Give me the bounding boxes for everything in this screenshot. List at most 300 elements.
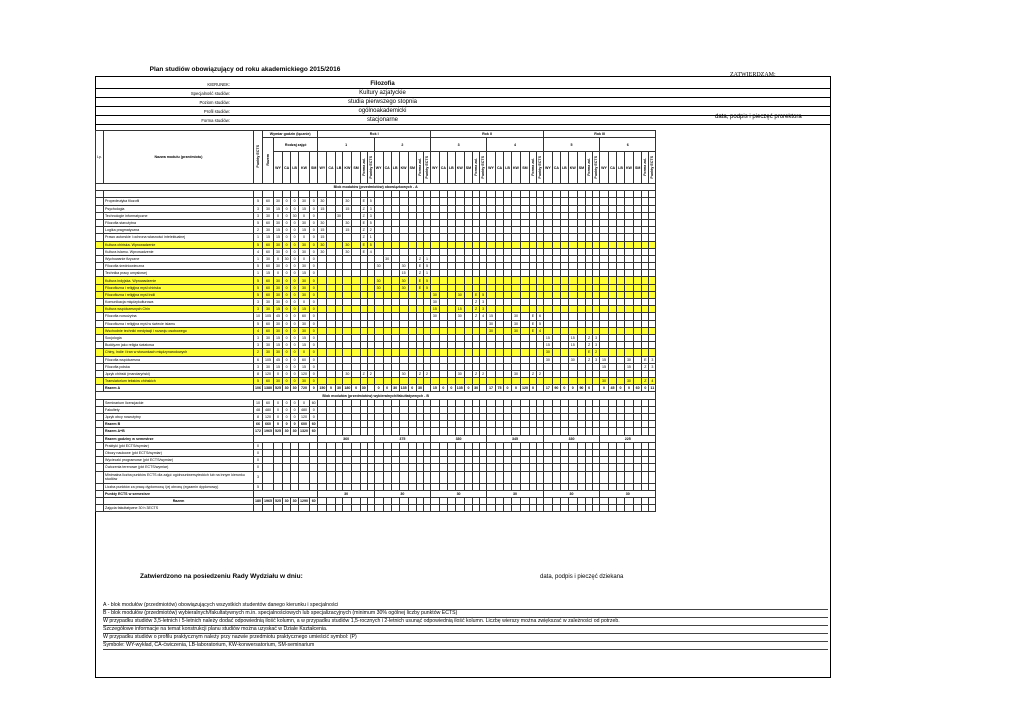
semester-value [520, 363, 529, 370]
semester-value [624, 234, 633, 241]
semester-value [423, 306, 430, 313]
table-cell [473, 471, 480, 483]
table-cell [586, 505, 593, 512]
table-cell [318, 464, 327, 471]
semester-value [560, 356, 568, 363]
header-value: ogólnoakademicki [358, 108, 407, 114]
table-cell [447, 497, 455, 504]
semester-value [455, 363, 464, 370]
table-cell [96, 490, 104, 497]
semester-value [430, 205, 439, 212]
semester-value [480, 406, 487, 413]
table-row [96, 277, 656, 284]
col-type: WY [274, 152, 283, 184]
semester-value [642, 277, 649, 284]
module-value: 0 [291, 342, 299, 349]
semester-value [318, 327, 327, 334]
semester-value [352, 378, 360, 385]
semester-value [642, 198, 649, 205]
semester-value: E [473, 291, 480, 298]
semester-value [360, 399, 367, 406]
module-name: Kultura współczesnych Chin [104, 306, 254, 313]
semester-value [430, 320, 439, 327]
table-cell [367, 457, 374, 464]
semester-value: 15 [600, 363, 609, 370]
semester-value [577, 277, 585, 284]
semester-value [649, 255, 656, 262]
semester-value [455, 342, 464, 349]
module-value: 0 [310, 334, 318, 341]
table-cell [480, 442, 487, 449]
semester-value [352, 234, 360, 241]
module-value: 48 [254, 406, 263, 413]
module-name: Prawo autorskie i ochrona własności intelektualnej [104, 234, 254, 241]
semester-value [520, 291, 529, 298]
semester-value [383, 414, 391, 421]
module-value: 6 [254, 356, 263, 363]
semester-value [568, 234, 577, 241]
semester-value [543, 370, 552, 377]
table-cell [529, 428, 536, 435]
module-value: 30 [263, 299, 274, 306]
table-cell [487, 497, 496, 504]
table-cell [464, 464, 472, 471]
semester-value [633, 291, 641, 298]
semester-value [327, 219, 335, 226]
semester-value [343, 299, 352, 306]
semester-value [455, 277, 464, 284]
semester-value: 30 [374, 284, 383, 291]
semester-value [504, 399, 512, 406]
semester-value: 3 [593, 334, 600, 341]
semester-value [520, 227, 529, 234]
razem-ab-value: 172 [255, 429, 261, 434]
table-cell [600, 442, 609, 449]
semester-value [399, 406, 408, 413]
table-cell [423, 442, 430, 449]
module-value: 30 [274, 248, 283, 255]
semester-value [374, 255, 383, 262]
semester-value [367, 363, 374, 370]
table-cell [568, 428, 577, 435]
semester-value [464, 299, 472, 306]
semester-value [343, 263, 352, 270]
table-cell [416, 428, 423, 435]
module-value: 0 [291, 299, 299, 306]
table-cell [536, 471, 543, 483]
table-cell [318, 191, 327, 198]
semester-value [439, 342, 447, 349]
semester-value [617, 205, 625, 212]
semester-value [617, 363, 625, 370]
col-type: WY [318, 152, 327, 184]
col-type: SM [408, 152, 416, 184]
table-cell [343, 457, 352, 464]
module-value: 15 [299, 270, 310, 277]
table-cell [274, 191, 283, 198]
table-cell [439, 464, 447, 471]
module-value: 30 [292, 213, 297, 218]
semester-value [520, 299, 529, 306]
semester-value [568, 399, 577, 406]
module-value: 30 [299, 248, 310, 255]
semester-value [318, 334, 327, 341]
table-cell [352, 449, 360, 456]
module-value: 0 [310, 406, 318, 413]
semester-value [504, 299, 512, 306]
semester-value [617, 313, 625, 320]
semester-value [504, 378, 512, 385]
semester-value [352, 241, 360, 248]
semester-value [617, 342, 625, 349]
semester-value [383, 205, 391, 212]
semester-value [464, 370, 472, 377]
table-cell [408, 471, 416, 483]
table-cell [633, 457, 641, 464]
table-cell [495, 428, 503, 435]
semester-value [520, 406, 529, 413]
semester-value [624, 370, 633, 377]
semester-value [633, 370, 641, 377]
semester-value [399, 255, 408, 262]
table-cell [593, 449, 600, 456]
semester-value [617, 406, 625, 413]
semester-value [335, 198, 343, 205]
semester-value [649, 212, 656, 219]
semester-value [343, 406, 352, 413]
semester-value [408, 284, 416, 291]
semester-value [408, 342, 416, 349]
semester-value [511, 241, 520, 248]
semester-value [343, 320, 352, 327]
semester-value [560, 263, 568, 270]
razem-ab-value: 525 [275, 429, 281, 434]
module-value: 60 [263, 248, 274, 255]
razem-a-sem: 0 [624, 385, 633, 392]
semester-value: 30 [383, 255, 391, 262]
semester-value [633, 313, 641, 320]
semester-value [520, 334, 529, 341]
module-value: 30 [274, 291, 283, 298]
semester-value: 5 [367, 241, 374, 248]
semester-value [608, 313, 616, 320]
semester-value [318, 370, 327, 377]
module-value: 30 [299, 219, 310, 226]
semester-value [487, 198, 496, 205]
col-forma-label: Forma zal. [530, 158, 535, 177]
semester-value [335, 248, 343, 255]
semester-value [399, 334, 408, 341]
semester-value [504, 313, 512, 320]
semester-value [408, 291, 416, 298]
table-cell [642, 497, 649, 504]
table-cell [96, 327, 104, 334]
semester-value [360, 313, 367, 320]
semester-value [391, 219, 399, 226]
semester-value [649, 205, 656, 212]
table-cell [529, 457, 536, 464]
table-cell [633, 483, 641, 490]
semester-value [624, 284, 633, 291]
module-name: Filozoficzna i religijna myśl chińska [104, 284, 254, 291]
semester-value [430, 270, 439, 277]
semester-value [560, 334, 568, 341]
table-cell [352, 191, 360, 198]
table-cell [617, 505, 625, 512]
semester-value [642, 306, 649, 313]
semester-value [399, 349, 408, 356]
table-cell [624, 442, 633, 449]
table-cell [416, 191, 423, 198]
semester-value [511, 270, 520, 277]
table-cell [568, 471, 577, 483]
semester-value [473, 414, 480, 421]
semester-value [473, 212, 480, 219]
semester-value [391, 334, 399, 341]
semester-value [473, 284, 480, 291]
semester-value [543, 205, 552, 212]
module-value: 105 [263, 356, 274, 363]
table-cell [593, 421, 600, 428]
semester-value [633, 227, 641, 234]
table-cell [577, 449, 585, 456]
semester-value [360, 334, 367, 341]
semester-value [391, 320, 399, 327]
table-row [96, 284, 656, 291]
semester-value [487, 241, 496, 248]
module-name: Filozoficzna i religijna myśl Indii [104, 291, 254, 298]
semester-value [649, 291, 656, 298]
module-value: 60 [310, 399, 318, 406]
semester-value [480, 212, 487, 219]
table-cell [360, 191, 367, 198]
semester-value [600, 370, 609, 377]
table-cell [617, 497, 625, 504]
semester-value [511, 205, 520, 212]
semester-value [430, 349, 439, 356]
semester-value [617, 349, 625, 356]
table-cell [649, 471, 656, 483]
table-cell [274, 505, 283, 512]
semester-value [560, 342, 568, 349]
semester-value [367, 299, 374, 306]
semester-value [520, 198, 529, 205]
block-b-title: Blok modułów (przedmiotów) wybieralnych/fakultatywnych - B [96, 392, 656, 399]
semester-value: 30 [455, 313, 464, 320]
semester-value [536, 306, 543, 313]
semester-value [383, 248, 391, 255]
table-cell [586, 421, 593, 428]
semester-value [383, 356, 391, 363]
semester-value [529, 342, 536, 349]
semester-value [335, 255, 343, 262]
semester-value [473, 248, 480, 255]
semester-value [439, 399, 447, 406]
table-cell [617, 428, 625, 435]
table-cell [299, 505, 310, 512]
semester-value [593, 263, 600, 270]
semester-value [374, 356, 383, 363]
module-value: 30 [263, 227, 274, 234]
table-cell [536, 464, 543, 471]
min-hours-label: Minimalna liczba punktów ECTS dla zajęć ogólnouniwersyteckich lub na innym kierunku studiów [104, 471, 254, 483]
table-cell [495, 505, 503, 512]
semester-value [495, 198, 503, 205]
module-value: 0 [310, 306, 318, 313]
semester-value: Z [473, 313, 480, 320]
semester-value [495, 212, 503, 219]
semester-value [318, 414, 327, 421]
table-cell [408, 505, 416, 512]
semester-value [577, 212, 585, 219]
semester-value [552, 378, 560, 385]
semester-value [374, 291, 383, 298]
table-cell [399, 191, 408, 198]
table-cell [430, 464, 439, 471]
semester-value: 30 [343, 198, 352, 205]
semester-value: 30 [318, 241, 327, 248]
table-cell [343, 191, 352, 198]
semester-value [511, 299, 520, 306]
module-value: 0 [283, 219, 291, 226]
semester-value [577, 363, 585, 370]
semester-value [577, 205, 585, 212]
semester-value [649, 227, 656, 234]
table-cell [495, 483, 503, 490]
semester-value [617, 306, 625, 313]
semester-value [633, 219, 641, 226]
semester-value [536, 399, 543, 406]
module-value: 5 [254, 378, 263, 385]
module-name: Komunikacja międzykulturowa [104, 299, 254, 306]
semester-value [318, 284, 327, 291]
semester-value [511, 378, 520, 385]
module-value: 0 [310, 205, 318, 212]
semester-value [367, 320, 374, 327]
table-cell [291, 483, 299, 490]
semester-value [447, 313, 455, 320]
razem-ab-value: 60 [310, 428, 318, 435]
semester-value [536, 406, 543, 413]
semester-value [520, 414, 529, 421]
table-cell [391, 457, 399, 464]
table-cell [408, 191, 416, 198]
table-cell [408, 442, 416, 449]
table-cell [430, 497, 439, 504]
semester-value: 2 [480, 370, 487, 377]
table-cell [383, 428, 391, 435]
semester-value [360, 363, 367, 370]
semester-value [617, 327, 625, 334]
semester-value [430, 363, 439, 370]
semester-value [447, 198, 455, 205]
semester-value: 30 [487, 327, 496, 334]
col-type: KW [511, 152, 520, 184]
semester-value [586, 406, 593, 413]
table-cell [586, 191, 593, 198]
module-value: 0 [283, 399, 291, 406]
semester-value [577, 198, 585, 205]
table-cell [291, 464, 299, 471]
table-cell [529, 464, 536, 471]
col-forma [529, 152, 536, 184]
table-cell [439, 497, 447, 504]
razem-final-value: 30 [283, 497, 291, 504]
razem-b-value: 660 [263, 421, 274, 428]
table-cell [96, 497, 104, 504]
semester-value [455, 263, 464, 270]
semester-value [624, 219, 633, 226]
semester-value [408, 414, 416, 421]
module-value: 0 [291, 363, 299, 370]
table-cell [423, 497, 430, 504]
semester-value [552, 212, 560, 219]
table-cell [274, 471, 283, 483]
razem-b-value: 60 [310, 421, 318, 428]
table-cell [327, 464, 335, 471]
table-cell [633, 464, 641, 471]
semester-value [464, 212, 472, 219]
semester-value [495, 320, 503, 327]
table-cell [473, 421, 480, 428]
semester-value [374, 399, 383, 406]
semester-value [374, 234, 383, 241]
semester-value [430, 378, 439, 385]
semester-value [455, 399, 464, 406]
table-cell [608, 191, 616, 198]
table-cell [649, 191, 656, 198]
table-cell [600, 421, 609, 428]
semester-value [360, 277, 367, 284]
semester-value [473, 349, 480, 356]
semester-value [335, 291, 343, 298]
semester-value [633, 255, 641, 262]
semester-value [600, 406, 609, 413]
semester-value [343, 414, 352, 421]
module-value: 0 [283, 263, 291, 270]
semester-value: 3 [480, 299, 487, 306]
semester-value [487, 291, 496, 298]
table-cell [291, 471, 299, 483]
footnote-line: Szczegółowe informacje na temat konstrukcji planu studiów można uzyskać w Dziale Kształcenia. [103, 626, 828, 634]
module-value: 0 [310, 299, 318, 306]
table-cell [96, 263, 104, 270]
semester-value [408, 227, 416, 234]
semester-value [617, 248, 625, 255]
semester-value [552, 313, 560, 320]
semester-value [511, 227, 520, 234]
col-type: LB [447, 152, 455, 184]
module-value: 0 [310, 284, 318, 291]
semester-value [439, 212, 447, 219]
table-cell [310, 442, 318, 449]
semester-value [624, 205, 633, 212]
semester-value [416, 313, 423, 320]
semester-value [552, 198, 560, 205]
semester-value [360, 320, 367, 327]
table-cell [649, 464, 656, 471]
col-type: CA [608, 152, 616, 184]
semester-value [473, 234, 480, 241]
razem-a-sem [367, 385, 374, 392]
semester-value [600, 327, 609, 334]
semester-value [335, 378, 343, 385]
semester-value [352, 284, 360, 291]
semester-value [391, 270, 399, 277]
semester-value [416, 306, 423, 313]
table-cell [96, 241, 104, 248]
table-cell [327, 483, 335, 490]
